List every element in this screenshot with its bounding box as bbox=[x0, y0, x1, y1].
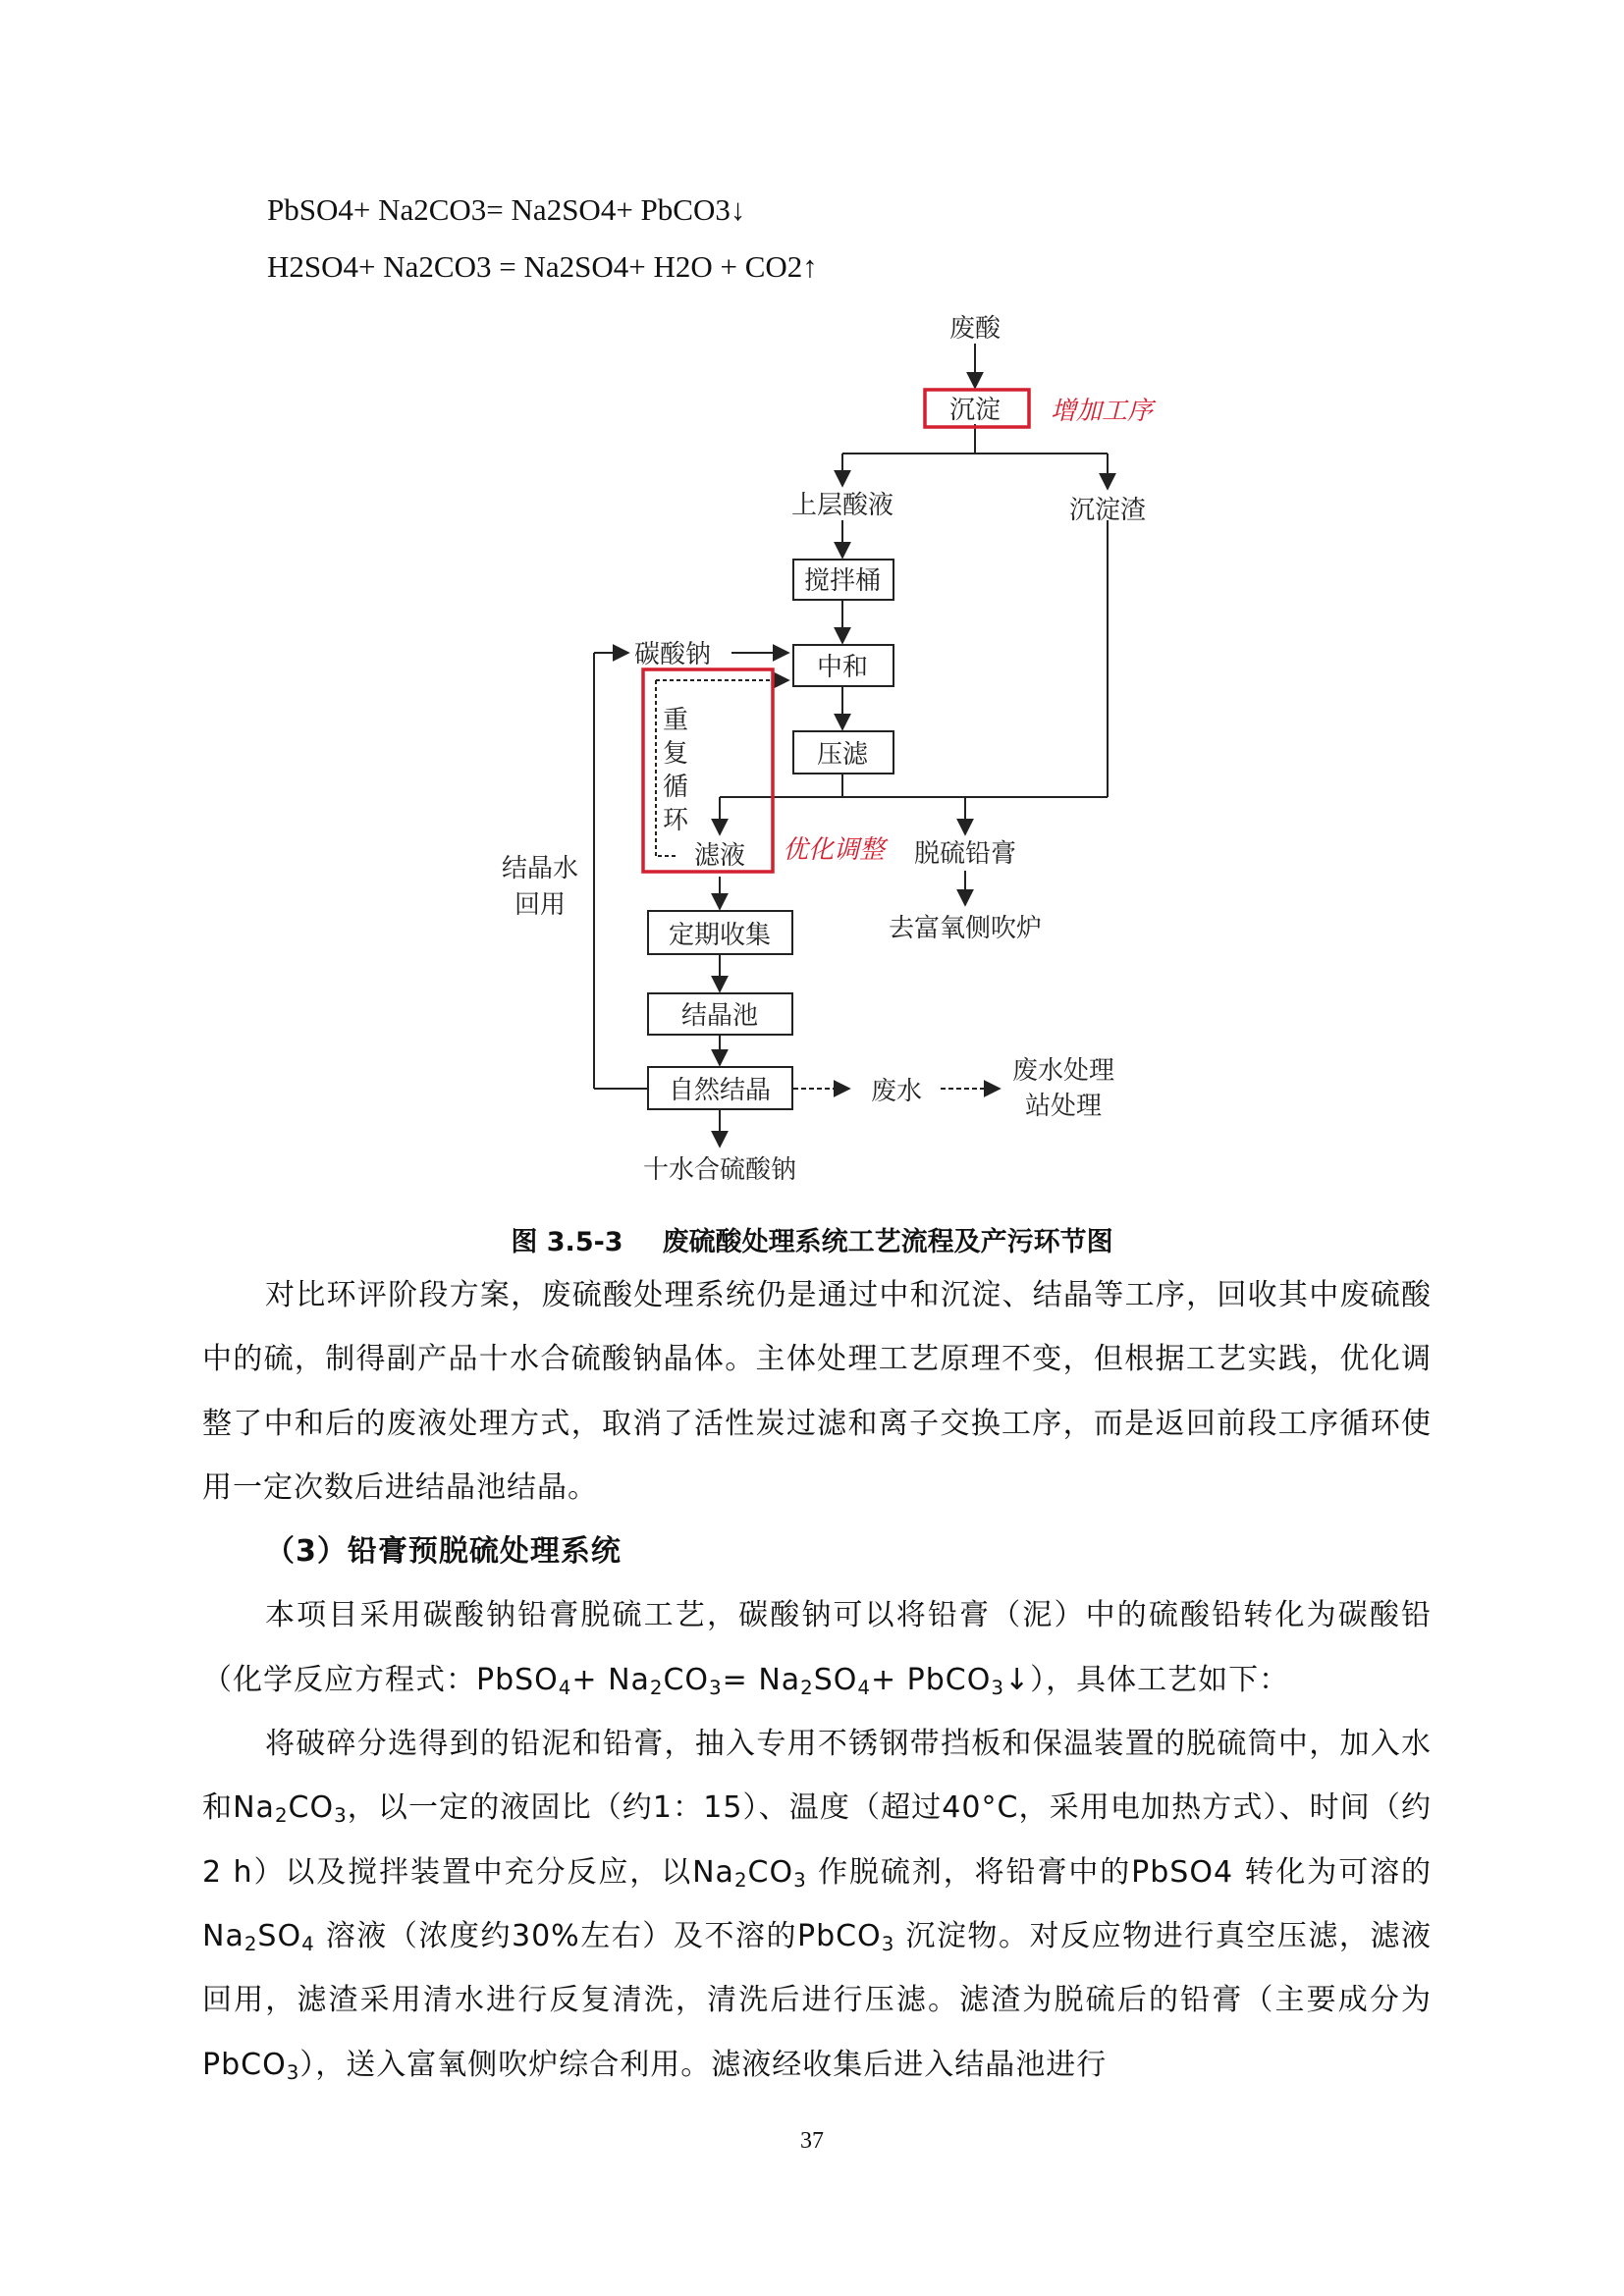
label-repeat-cycle-4: 环 bbox=[662, 806, 689, 835]
equation-2: H2SO4+ Na2CO3 = Na2SO4+ H2O + CO2↑ bbox=[267, 249, 818, 284]
node-waste-acid: 废酸 bbox=[948, 314, 1001, 344]
node-wastewater-station-line2: 站处理 bbox=[1024, 1092, 1103, 1121]
label-repeat-cycle-3: 循 bbox=[662, 773, 689, 802]
node-filter-press: 压滤 bbox=[816, 740, 869, 770]
paragraph-3: 将破碎分选得到的铅泥和铅膏，抽入专用不锈钢带挡板和保温装置的脱硫筒中，加入水和$Na_2CO_3$，以一定的液固比（约1：15）、温度（超过40°C，采用电加热方式）、时间（约2 h）以及搅拌装置中充分反应，以$Na_2CO_3$ 作脱硫剂，将铅膏中的PbSO4 转化为可溶的$Na_2SO_4$ 溶液（浓度约30%左右）及不溶的PbCO$_3$ 沉淀物。对反应物进行真空压滤，滤液回用，滤渣采用清水进行反复清洗，清洗后进行压滤。滤渣为脱硫后的铅膏（主要成分为PbCO$_3$），送入富氧侧吹炉综合利用。滤液经收集后进入结晶池进行 bbox=[202, 1727, 1433, 2084]
figure-number: 图 3.5-3 bbox=[511, 1227, 623, 1257]
paragraph-2: 本项目采用碳酸钠铅膏脱硫工艺，碳酸钠可以将铅膏（泥）中的硫酸铅转化为碳酸铅（化学反应方程式：PbSO$_4$+ $Na_2CO_3= Na_2SO_4+$ PbCO$_3$↓），具体工艺如下： bbox=[202, 1598, 1432, 1699]
label-optimized: 优化调整 bbox=[783, 835, 886, 865]
node-sediment: 沉淀渣 bbox=[1068, 496, 1147, 525]
node-periodic-collection: 定期收集 bbox=[668, 921, 772, 950]
node-desulfurized-paste: 脱硫铅膏 bbox=[913, 839, 1017, 869]
node-sodium-carbonate: 碳酸钠 bbox=[634, 640, 712, 669]
figure-caption bbox=[0, 1220, 1624, 1258]
body-text bbox=[202, 1263, 1432, 2097]
section-heading: （3）铅膏预脱硫处理系统 bbox=[265, 1534, 622, 1570]
equation-1: PbSO4+ Na2CO3= Na2SO4+ PbCO3↓ bbox=[267, 192, 746, 227]
node-wastewater-station-line1: 废水处理 bbox=[1011, 1056, 1115, 1086]
node-wastewater: 废水 bbox=[870, 1077, 923, 1106]
page-number: 37 bbox=[800, 2128, 824, 2154]
label-repeat-cycle-1: 重 bbox=[662, 706, 689, 735]
node-crystallization-pool: 结晶池 bbox=[680, 1001, 759, 1031]
figure-title: 废硫酸处理系统工艺流程及产污环节图 bbox=[662, 1227, 1113, 1257]
node-filtrate: 滤液 bbox=[693, 841, 746, 871]
label-added-process: 增加工序 bbox=[1051, 397, 1154, 426]
node-natural-crystallization: 自然结晶 bbox=[668, 1076, 772, 1105]
label-repeat-cycle-2: 复 bbox=[662, 739, 689, 769]
label-reuse: 回用 bbox=[514, 890, 567, 920]
node-mixing-tank: 搅拌桶 bbox=[803, 566, 882, 596]
node-product: 十水合硫酸钠 bbox=[642, 1155, 797, 1185]
label-crystal-water: 结晶水 bbox=[501, 854, 579, 883]
node-precipitation: 沉淀 bbox=[948, 396, 1001, 425]
node-to-furnace: 去富氧侧吹炉 bbox=[888, 914, 1043, 943]
paragraph-1: 对比环评阶段方案，废硫酸处理系统仍是通过中和沉淀、结晶等工序，回收其中废硫酸中的硫，制得副产品十水合硫酸钠晶体。主体处理工艺原理不变，但根据工艺实践，优化调整了中和后的废液处理方式，取消了活性炭过滤和离子交换工序，而是返回前段工序循环使用一定次数后进结晶池结晶。 bbox=[202, 1278, 1432, 1505]
node-neutralization: 中和 bbox=[816, 653, 869, 682]
node-supernatant: 上层酸液 bbox=[790, 491, 894, 520]
